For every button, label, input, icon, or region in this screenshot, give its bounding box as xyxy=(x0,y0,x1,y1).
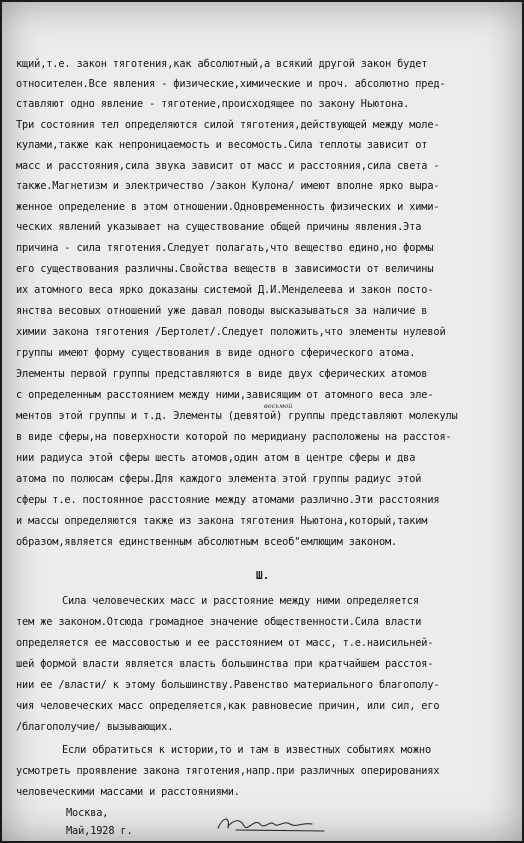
text-line: Если обратиться к истории,то и там в известных событиях можно xyxy=(62,744,432,756)
text-line: определяется ее массовостью и ее расстоянием от масс, т.е.наисильней- xyxy=(16,637,434,649)
place-line: Москва, xyxy=(66,807,109,819)
text-line: и массы определяются также из закона тяготения Ньютона,который,таким xyxy=(16,515,428,527)
text-line: также.Магнетизм и электричество /закон Кулона/ имеют вполне ярко выра- xyxy=(16,180,440,192)
text-line: их атомного веса ярко доказаны системой Д.И.Менделеева и закон посто- xyxy=(16,284,434,296)
text-line: ставляют одно явление - тяготение,происходящее по закону Ньютона. xyxy=(16,98,410,110)
text-line: причина - сила тяготения.Следует полагать,что вещество едино,но формы xyxy=(16,242,434,254)
text-line: шей формой власти является власть большинства при кратчайшем расстоя- xyxy=(16,658,434,670)
text-line: нии ее /власти/ к этому большинству.Равенство материального благополу- xyxy=(16,679,440,691)
text-line: химии закона тяготения /Бертолет/.Следует положить,что элементы нулевой xyxy=(16,326,446,338)
text-line: сферы т.е. постоянное расстояние между атомами различно.Эти расстояния xyxy=(16,494,440,506)
text-line: усмотреть проявление закона тяготения,напр.при различных оперированиях xyxy=(16,765,440,777)
date-line: Май,1928 г. xyxy=(66,825,133,837)
text-line: человеческими массами и расстояниями. xyxy=(16,786,240,798)
text-line: в виде сферы,на поверхности которой по меридиану расположены на расстоя- xyxy=(16,431,452,443)
text-line: с определенным расстоянием между ними,зависящим от атомного веса эле- xyxy=(16,389,434,401)
text-line: Элементы первой группы представляются в виде двух сферических атомов xyxy=(16,368,428,380)
text-line: ческих явлений указывает на существование общей причины явления.Эта xyxy=(16,221,422,233)
document-page xyxy=(2,2,522,841)
text-line: ментов этой группы и т.д. Элементы (девятой) группы представляют молекулы xyxy=(16,410,458,422)
text-line: Три состояния тел определяются силой тяготения,действующей между моле- xyxy=(16,119,440,131)
text-line: женное определение в этом отношении.Одновременность физических и хими- xyxy=(16,201,440,213)
section-numeral: Ш. xyxy=(256,569,270,582)
text-line: кулами,также как непроницаемость и весомость.Сила теплоты зависит от xyxy=(16,139,428,151)
text-line: кщий,т.е. закон тяготения,как абсолютный,а всякий другой закон будет xyxy=(16,58,428,70)
text-line: образом,является единственным абсолютным всеоб"емлющим законом. xyxy=(16,536,398,548)
text-line: его существования различны.Свойства веществ в зависимости от величины xyxy=(16,263,434,275)
text-line: янства весовых отношений уже давал поводы высказываться за наличие в xyxy=(16,305,428,317)
text-line: относителен.Все явления - физические,химические и проч. абсолютно пред- xyxy=(16,78,446,90)
text-line: масс и расстояния,сила звука зависит от масс и расстояния,сила света - xyxy=(16,160,440,172)
text-line: группы имеют форму существования в виде одного сферического атома. xyxy=(16,347,416,359)
text-line: /благополучие/ вызывающих. xyxy=(16,721,174,733)
text-line: чия человеческих масс определяется,как равновесие причин, или сил, его xyxy=(16,700,440,712)
text-line: нии радиуса этой сферы шесть атомов,один атом в центре сферы и два xyxy=(16,452,416,464)
text-line: Сила человеческих масс и расстояние между ними определяется xyxy=(62,595,419,607)
handwritten-signature xyxy=(216,812,326,834)
text-line: атома по полюсам сферы.Для каждого элемента этой группы радиус этой xyxy=(16,473,422,485)
text-line: тем же законом.Отсюда громадное значение общественности.Сила власти xyxy=(16,616,422,628)
handwritten-insertion: восьмой xyxy=(264,402,293,410)
